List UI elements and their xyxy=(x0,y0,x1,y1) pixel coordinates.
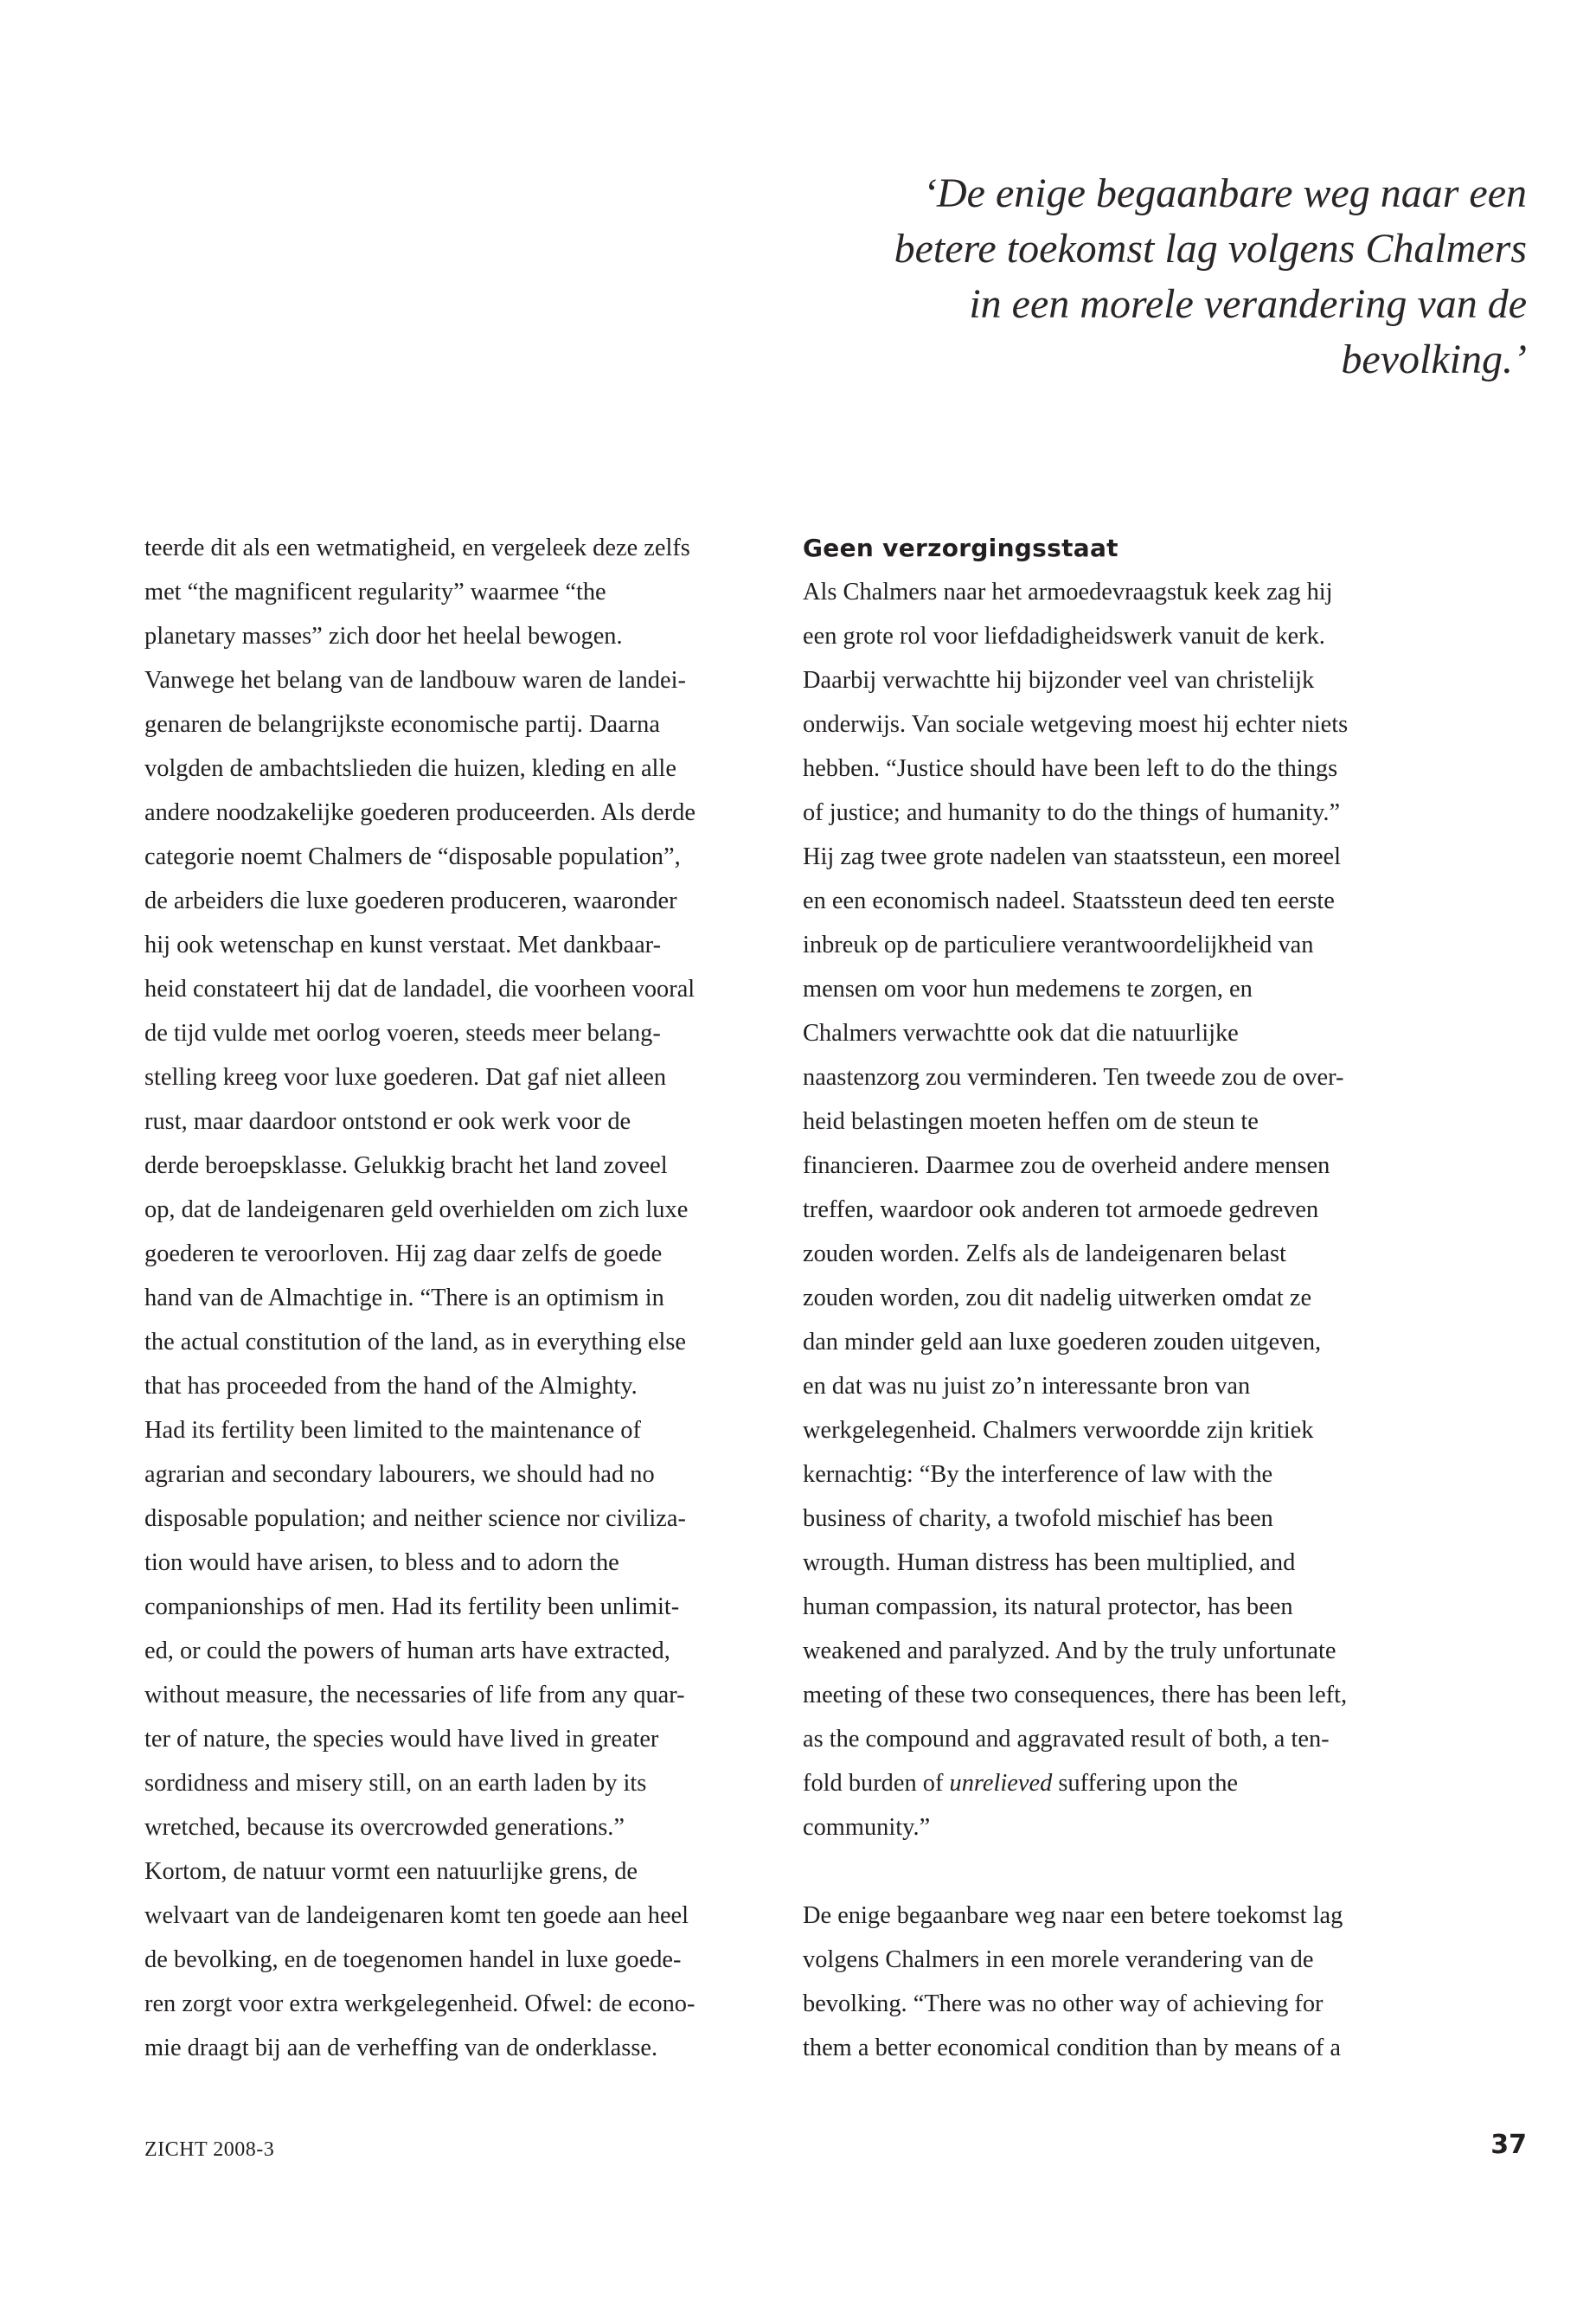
body-line: disposable population; and neither science nor civiliza- xyxy=(144,1505,686,1532)
body-line: ter of nature, the species would have lived in greater xyxy=(144,1726,659,1753)
body-line: dan minder geld aan luxe goederen zouden uitgeven, xyxy=(803,1329,1322,1356)
body-line: en een economisch nadeel. Staatssteun deed ten eerste xyxy=(803,888,1335,914)
body-line: Kortom, de natuur vormt een natuurlijke grens, de xyxy=(144,1858,638,1885)
body-line: business of charity, a twofold mischief has been xyxy=(803,1505,1273,1532)
body-line: heid belastingen moeten heffen om de steun te xyxy=(803,1108,1259,1135)
page-number: 37 xyxy=(1490,2130,1527,2160)
body-line: without measure, the necessaries of life from any quar- xyxy=(144,1682,685,1708)
pull-quote xyxy=(766,166,1527,388)
body-line: de arbeiders die luxe goederen produceren, waaronder xyxy=(144,888,677,914)
body-line: mie draagt bij aan de verheffing van de onderklasse. xyxy=(144,2035,658,2061)
body-line: meeting of these two consequences, there has been left, xyxy=(803,1682,1348,1708)
body-line: en dat was nu juist zo’n interessante bron van xyxy=(803,1373,1251,1400)
pull-quote-line: betere toekomst lag volgens Chalmers xyxy=(894,226,1527,272)
emphasis-word: unrelieved xyxy=(949,1770,1053,1797)
journal-footer: ZICHT 2008-3 xyxy=(144,2138,275,2161)
body-line: inbreuk op de particuliere verantwoordelijkheid van xyxy=(803,932,1314,958)
body-line: Chalmers verwachtte ook dat die natuurlijke xyxy=(803,1020,1239,1047)
body-line: of justice; and humanity to do the things of humanity.” xyxy=(803,799,1341,826)
body-line: volgden de ambachtslieden die huizen, kleding en alle xyxy=(144,755,676,782)
body-line: de tijd vulde met oorlog voeren, steeds meer belang- xyxy=(144,1020,661,1047)
body-line: de bevolking, en de toegenomen handel in luxe goede- xyxy=(144,1946,682,1973)
body-line: mensen om voor hun medemens te zorgen, en xyxy=(803,976,1253,1003)
body-line: tion would have arisen, to bless and to adorn the xyxy=(144,1549,619,1576)
body-line: bevolking. “There was no other way of achieving for xyxy=(803,1990,1324,2017)
body-line: financieren. Daarmee zou de overheid andere mensen xyxy=(803,1152,1330,1179)
body-line: the actual constitution of the land, as in everything else xyxy=(144,1329,686,1356)
body-line: zouden worden. Zelfs als de landeigenaren belast xyxy=(803,1240,1286,1267)
body-line: wretched, because its overcrowded generations.” xyxy=(144,1814,625,1841)
body-line: as the compound and aggravated result of both, a ten- xyxy=(803,1726,1330,1753)
body-line: een grote rol voor liefdadigheidswerk vanuit de kerk. xyxy=(803,623,1325,650)
body-line: Had its fertility been limited to the maintenance of xyxy=(144,1417,641,1444)
pull-quote-line: in een morele verandering van de xyxy=(969,281,1527,327)
body-line: onderwijs. Van sociale wetgeving moest hij echter niets xyxy=(803,711,1349,738)
body-line: volgens Chalmers in een morele verandering van de xyxy=(803,1946,1314,1973)
body-line: ren zorgt voor extra werkgelegenheid. Ofwel: de econo- xyxy=(144,1990,695,2017)
body-line: weakened and paralyzed. And by the truly unfortunate xyxy=(803,1638,1336,1664)
body-line: treffen, waardoor ook anderen tot armoede gedreven xyxy=(803,1196,1319,1223)
body-line: derde beroepsklasse. Gelukkig bracht het land zoveel xyxy=(144,1152,668,1179)
body-line: hand van de Almachtige in. “There is an optimism in xyxy=(144,1285,664,1311)
body-line: sordidness and misery still, on an earth laden by its xyxy=(144,1770,647,1797)
body-line: ed, or could the powers of human arts have extracted, xyxy=(144,1638,670,1664)
body-line: welvaart van de landeigenaren komt ten goede aan heel xyxy=(144,1902,689,1929)
body-line: op, dat de landeigenaren geld overhielden om zich luxe xyxy=(144,1196,689,1223)
pull-quote-line: ‘De enige begaanbare weg naar een xyxy=(922,170,1527,216)
emphasis-after: suffering upon the xyxy=(1052,1770,1239,1797)
body-line: rust, maar daardoor ontstond er ook werk voor de xyxy=(144,1108,631,1135)
body-line: community.” xyxy=(803,1814,931,1841)
body-line: agrarian and secondary labourers, we should had no xyxy=(144,1461,655,1488)
body-line: stelling kreeg voor luxe goederen. Dat gaf niet alleen xyxy=(144,1064,667,1091)
body-line: werkgelegenheid. Chalmers verwoordde zijn kritiek xyxy=(803,1417,1314,1444)
left-column xyxy=(144,526,767,2070)
body-line: hebben. “Justice should have been left to do the things xyxy=(803,755,1338,782)
section-heading: Geen verzorgingsstaat xyxy=(803,534,1118,562)
body-line: planetary masses” zich door het heelal bewogen. xyxy=(144,623,623,650)
body-line: companionships of men. Had its fertility been unlimit- xyxy=(144,1593,680,1620)
emphasis-before: fold burden of xyxy=(803,1770,950,1797)
body-line: Hij zag twee grote nadelen van staatssteun, een moreel xyxy=(803,843,1341,870)
body-line: human compassion, its natural protector, has been xyxy=(803,1593,1293,1620)
body-line: wrougth. Human distress has been multiplied, and xyxy=(803,1549,1296,1576)
body-line: heid constateert hij dat de landadel, die voorheen vooral xyxy=(144,976,695,1003)
body-line: De enige begaanbare weg naar een betere toekomst lag xyxy=(803,1902,1343,1929)
body-line: genaren de belangrijkste economische partij. Daarna xyxy=(144,711,660,738)
paragraph-gap xyxy=(803,1849,1426,1894)
body-line: teerde dit als een wetmatigheid, en vergeleek deze zelfs xyxy=(144,535,690,561)
body-line: goederen te veroorloven. Hij zag daar zelfs de goede xyxy=(144,1240,663,1267)
body-line: Als Chalmers naar het armoedevraagstuk keek zag hij xyxy=(803,579,1333,606)
body-line: that has proceeded from the hand of the Almighty. xyxy=(144,1373,638,1400)
body-line: naastenzorg zou verminderen. Ten tweede zou de over- xyxy=(803,1064,1344,1091)
body-line-with-emphasis xyxy=(803,1761,1426,1805)
body-line: Daarbij verwachtte hij bijzonder veel van christelijk xyxy=(803,667,1315,694)
body-line: Vanwege het belang van de landbouw waren de landei- xyxy=(144,667,686,694)
pull-quote-line: bevolking.’ xyxy=(1341,336,1527,382)
body-line: zouden worden, zou dit nadelig uitwerken omdat ze xyxy=(803,1285,1312,1311)
body-line: kernachtig: “By the interference of law with the xyxy=(803,1461,1273,1488)
body-line: hij ook wetenschap en kunst verstaat. Met dankbaar- xyxy=(144,932,662,958)
body-line: andere noodzakelijke goederen produceerden. Als derde xyxy=(144,799,695,826)
body-line: met “the magnificent regularity” waarmee “the xyxy=(144,579,606,606)
right-column xyxy=(803,526,1426,2070)
body-line: categorie noemt Chalmers de “disposable population”, xyxy=(144,843,681,870)
body-line: them a better economical condition than by means of a xyxy=(803,2035,1342,2061)
